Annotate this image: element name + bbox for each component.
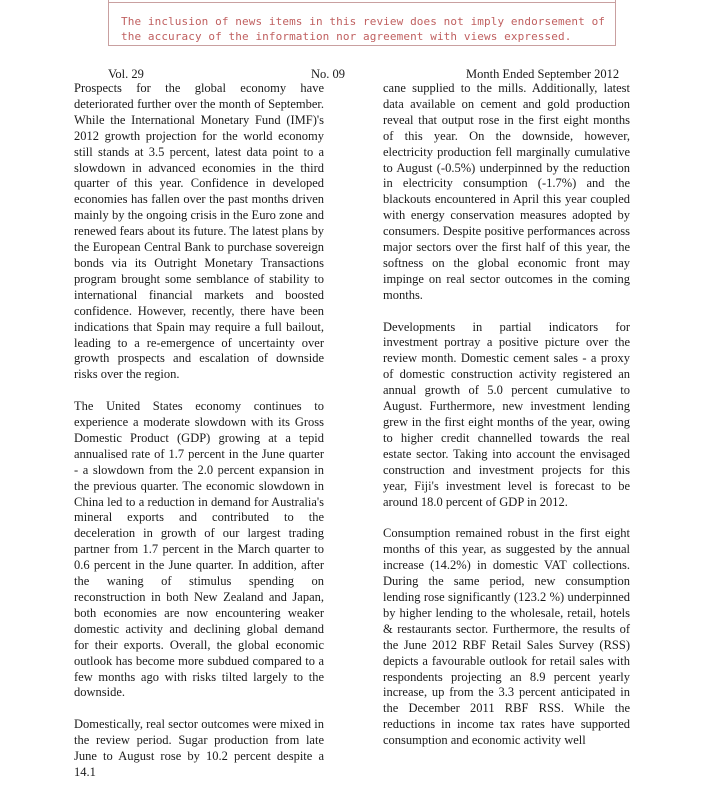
paragraph-investment: Developments in partial indicators for investment portray a positive picture over the review month. Domestic cement sales - a proxy of domestic construction activity registered an annual growth of 5.0 percent cumulative to August. Furthermore, new investment lending grew in the first eight months of the year, owing to higher credit channelled towards the real estate sector. Taking into account the envisaged construction and investment projects for this year, Fiji's investment level is forecast to be around 18.0 percent of GDP in 2012.	[383, 319, 630, 509]
disclaimer-box	[108, 0, 616, 46]
paragraph-us-economy: The United States economy continues to experience a moderate slowdown with its Gross Domestic Product (GDP) growing at a tepid annualised rate of 1.7 percent in the June quarter - a slowdown from the 2.0 percent expansion in the previous quarter. The economic slowdown in China led to a reduction in demand for Australia's mineral exports and contributed to the deceleration in growth of our largest trading partner from 1.7 percent in the March quarter to 0.6 percent in the June quarter. In addition, after the waning of stimulus spending on reconstruction in both New Zealand and Japan, both economies are now encountering weaker domestic activity and declining global demand for their exports. Overall, the global economic outlook has become more subdued compared to a few months ago with risks tilted largely to the downside.	[74, 399, 324, 700]
issue-number: No. 09	[311, 67, 346, 81]
issue-period: Month Ended September 2012	[466, 67, 620, 81]
right-column	[383, 81, 630, 765]
disclaimer-text: The inclusion of news items in this review does not imply endorsement of the accuracy of the information nor agreement with views expressed.	[121, 15, 606, 43]
disclaimer-rule	[109, 2, 615, 3]
issue-volume: Vol. 29	[108, 67, 144, 81]
paragraph-consumption: Consumption remained robust in the first eight months of this year, as suggested by the annual increase (14.2%) in domestic VAT collections. During the same period, new consumption lending rose significantly (123.2 %) underpinned by higher lending to the wholesale, retail, hotels & restaurants sector. Furthermore, the results of the June 2012 RBF Retail Sales Survey (RSS) depicts a favourable outlook for retail sales with respondents projecting an 8.9 percent yearly increase, up from the 3.3 percent anticipated in the December 2011 RBF RSS. While the reductions in income tax rates have supported consumption and economic activity well	[383, 526, 630, 748]
paragraph-production: cane supplied to the mills. Additionally, latest data available on cement and gold production reveal that output rose in the first eight months of this year. On the downside, however, electricity production fell marginally cumulative to August (-0.5%) underpinned by the reduction in electricity consumption (-1.7%) and the blackouts encountered in April this year coupled with energy conservation measures adopted by consumers. Despite positive performances across major sectors over the first half of this year, the softness on the global economic front may impinge on real sector outcomes in the coming months.	[383, 81, 630, 302]
paragraph-global-economy: Prospects for the global economy have deteriorated further over the month of September. While the International Monetary Fund (IMF)'s 2012 growth projection for the world economy still stands at 3.5 percent, latest data point to a slowdown in advanced economies in the third quarter of this year. Confidence in developed economies has fallen over the past months driven mainly by the ongoing crisis in the Euro zone and renewed fears about its future. The latest plans by the European Central Bank to purchase sovereign bonds via its Outright Monetary Transactions program brought some semblance of stability to international financial markets and boosted confidence. However, recently, there have been indications that Spain may require a full bailout, leading to a re-emergence of uncertainty over growth prospects and escalation of downside risks over the region.	[74, 81, 324, 382]
left-column	[74, 81, 324, 797]
paragraph-domestic-sector: Domestically, real sector outcomes were mixed in the review period. Sugar production from late June to August rose by 10.2 percent despite a 14.1	[74, 717, 324, 779]
